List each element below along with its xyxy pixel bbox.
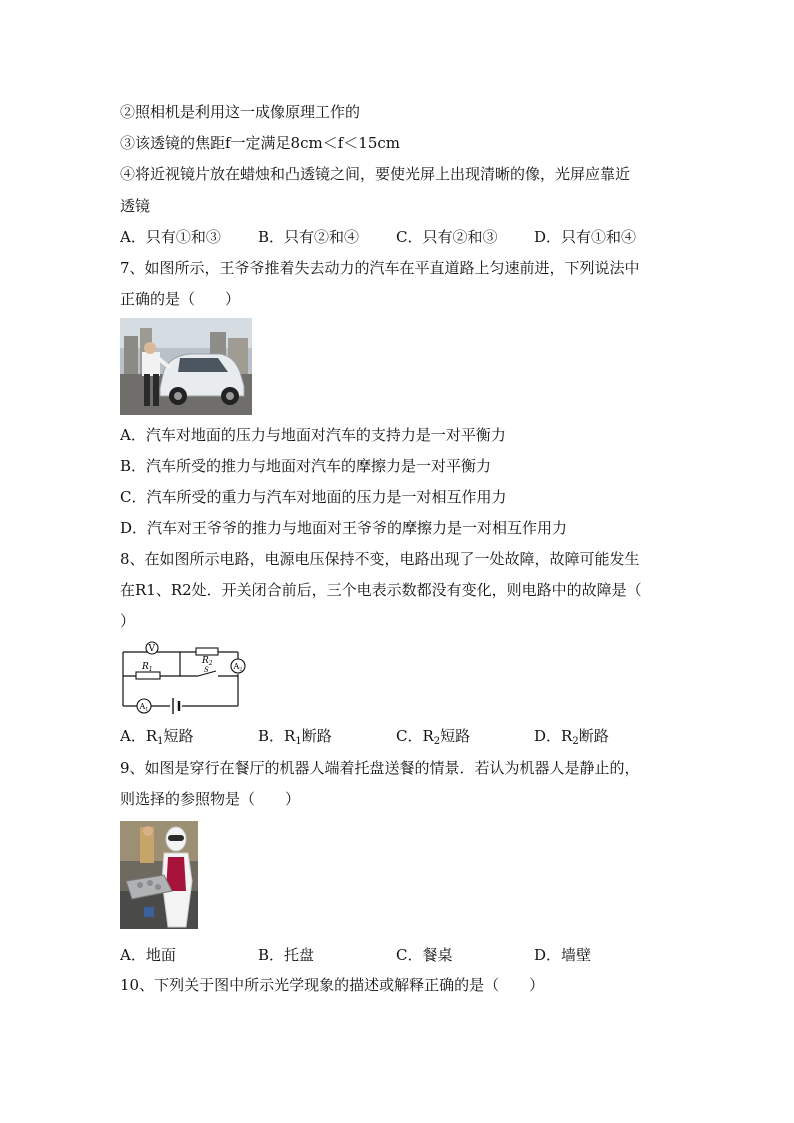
q7-stem: 7、如图所示，王爷爷推着失去动力的汽车在平直道路上匀速前进，下列说法中: [120, 259, 640, 277]
q8-option-a: A．$R_1$短路: [120, 727, 194, 747]
q9-stem: 9、如图是穿行在餐厅的机器人端着托盘送餐的情景．若认为机器人是静止的，: [120, 759, 640, 777]
q6-option-d: D．只有①和④: [534, 228, 637, 246]
voltmeter-label: V: [148, 644, 155, 654]
a2-sub: 2: [239, 666, 243, 673]
svg-text:R1: [141, 662, 153, 673]
a2-label: A: [233, 662, 240, 671]
q6-option-b: B．只有②和④: [258, 228, 360, 246]
r1-label: R: [142, 662, 149, 672]
q8-stem: 8、在如图所示电路，电源电压保持不变，电路出现了一处故障，故障可能发生: [120, 550, 640, 568]
q9-option-b: B．托盘: [258, 946, 315, 964]
q8-option-d: D．$R_2$断路: [534, 727, 609, 747]
q7-option-c: C．汽车所受的重力与汽车对地面的压力是一对相互作用力: [120, 488, 507, 506]
statement-4: ④将近视镜片放在蜡烛和凸透镜之间，要使光屏上出现清晰的像，光屏应靠近: [120, 165, 631, 183]
q7-option-d: D．汽车对王爷爷的推力与地面对王爷爷的摩擦力是一对相互作用力: [120, 519, 568, 537]
q9-option-c: C．餐桌: [396, 946, 453, 964]
q9-stem-cont: 则选择的参照物是（ ）: [120, 790, 301, 808]
robot-waiter-photo: [120, 821, 198, 929]
q8-option-b: B．$R_1$断路: [258, 727, 332, 747]
q10-stem: 10、下列关于图中所示光学现象的描述或解释正确的是（ ）: [120, 976, 545, 994]
q6-option-a: A．只有①和③: [120, 228, 221, 246]
q7-option-a: A．汽车对地面的压力与地面对汽车的支持力是一对平衡力: [120, 426, 506, 444]
q9-option-a: A．地面: [120, 946, 176, 964]
a1-sub: 1: [145, 706, 149, 713]
q6-option-c: C．只有②和③: [396, 228, 498, 246]
statement-4-cont: 透镜: [120, 197, 151, 215]
q7-option-b: B．汽车所受的推力与地面对汽车的摩擦力是一对平衡力: [120, 457, 492, 475]
q7-stem-cont: 正确的是（ ）: [120, 290, 241, 308]
car-push-photo: [120, 318, 252, 415]
a1-label: A: [139, 702, 146, 711]
r2-label: R: [202, 656, 209, 666]
q8-option-c: C．$R_2$短路: [396, 727, 471, 747]
r2-sub: 2: [208, 660, 213, 667]
statement-2: ②照相机是利用这一成像原理工作的: [120, 103, 361, 121]
q9-option-d: D．墙壁: [534, 946, 592, 964]
q8-stem-end: ）: [120, 612, 136, 630]
statement-3: ③该透镜的焦距f一定满足8cm＜f＜15cm: [120, 134, 400, 152]
switch-label: S: [204, 666, 209, 674]
r1-sub: 1: [148, 666, 153, 673]
circuit-diagram: [118, 640, 248, 718]
q8-stem-cont: 在R1、R2处．开关闭合前后，三个电表示数都没有变化，则电路中的故障是（: [120, 581, 642, 599]
